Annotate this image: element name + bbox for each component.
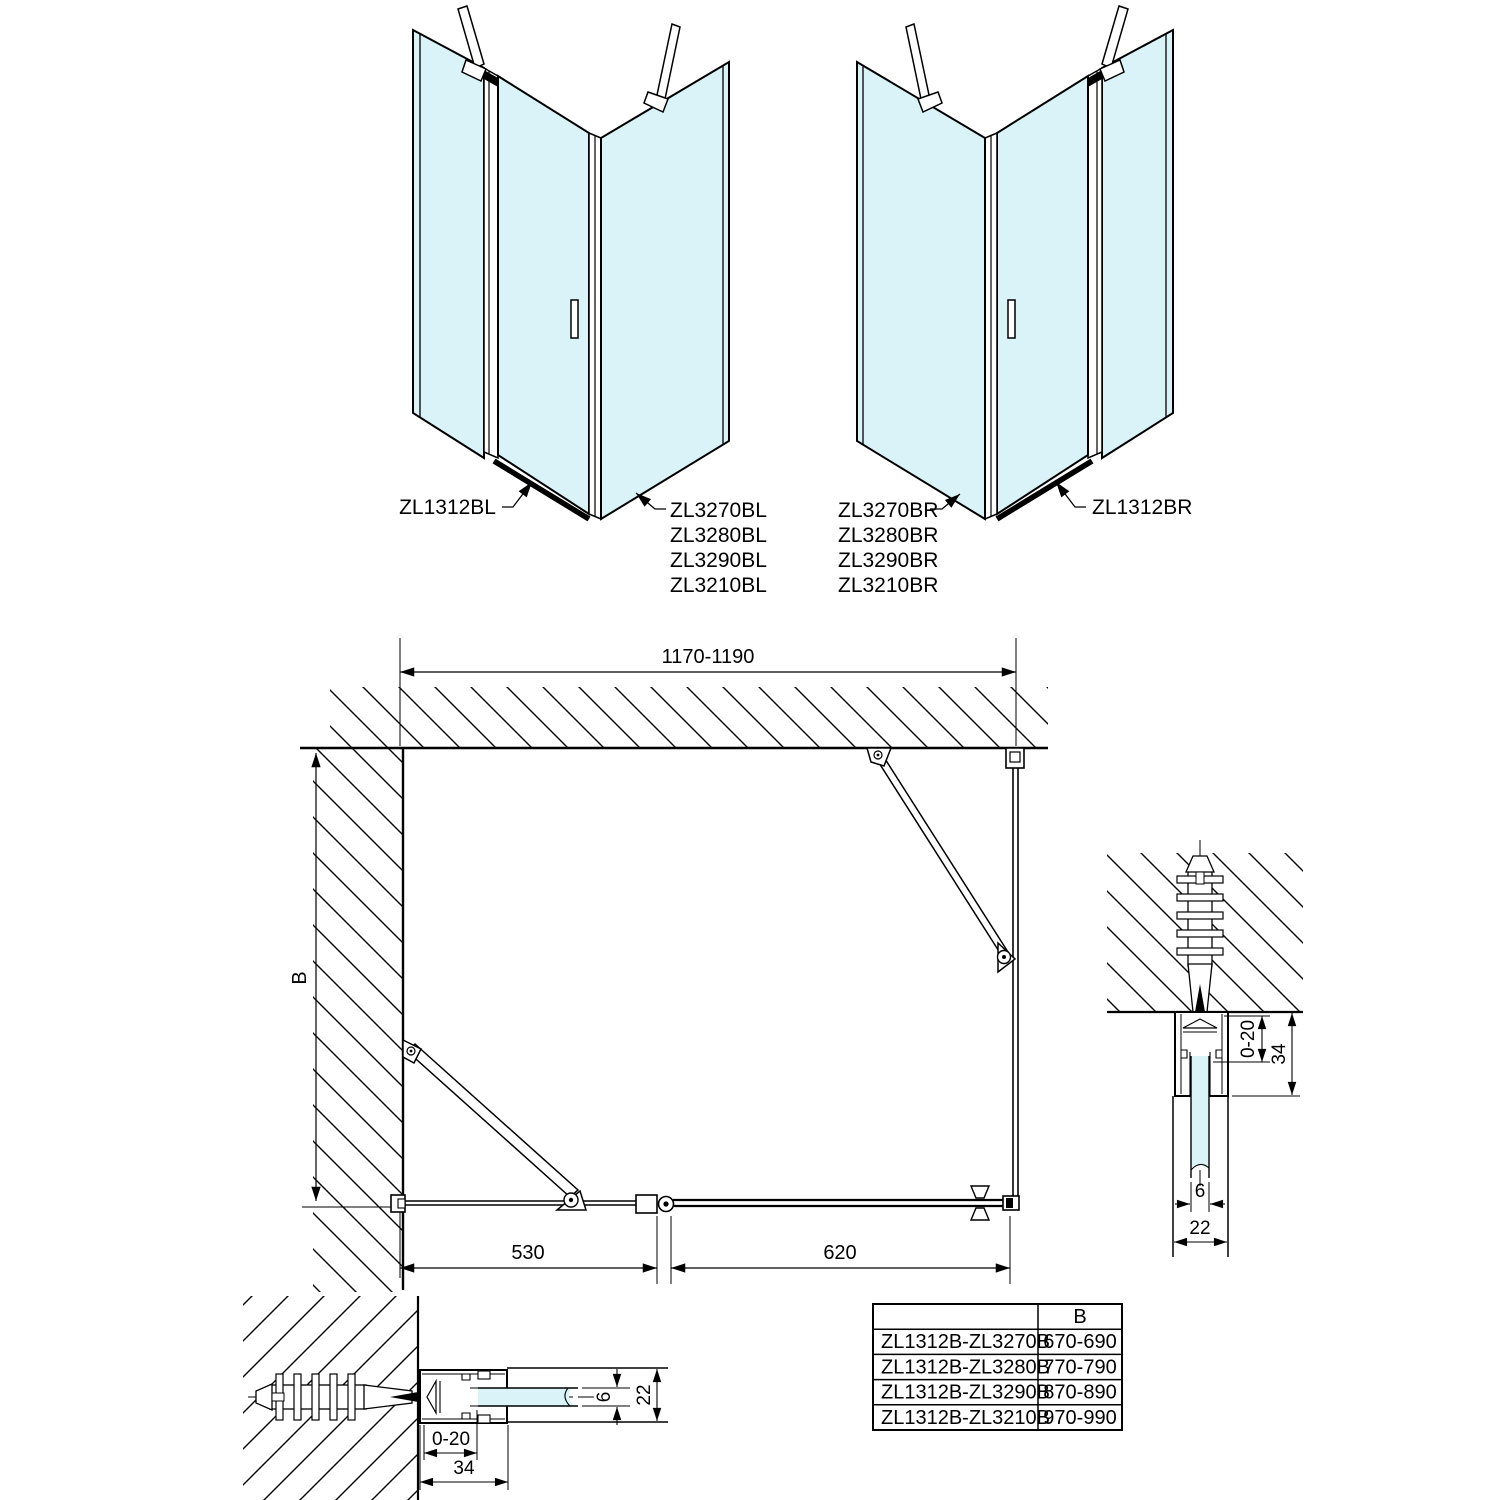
door-panel <box>673 1186 1019 1220</box>
label-left-door-0: ZL3270BL <box>670 499 767 522</box>
bottom-fixed-panel <box>391 1195 636 1212</box>
dim-side-glass-thickness: 6 <box>1194 1181 1206 1202</box>
table-header-b: B <box>1073 1306 1087 1328</box>
label-right-door-0: ZL3270BR <box>838 499 939 522</box>
dim-side-adjustment: 0-20 <box>1238 1019 1259 1059</box>
dim-side-profile-width: 22 <box>1189 1218 1211 1239</box>
dim-depth-label: B <box>289 971 311 985</box>
wall-profile-detail-side <box>1107 840 1303 1257</box>
label-left-door-1: ZL3280BL <box>670 524 767 547</box>
door-knob <box>971 1186 989 1220</box>
table-row-0-model: ZL1312B-ZL3270B <box>881 1331 1051 1353</box>
right-panel-wall-bracket <box>1006 748 1024 768</box>
plan-view <box>289 638 1048 1292</box>
label-right-door-3: ZL3210BR <box>838 574 939 597</box>
left-wall-hatch <box>313 748 403 1292</box>
leader-right-wall-profile <box>1056 482 1086 507</box>
top-wall-hatch <box>330 687 1048 748</box>
plan-brace-top-right <box>867 748 1015 972</box>
door-corner-bracket <box>1003 1196 1019 1210</box>
plan-brace-bottom-left <box>403 1040 586 1210</box>
dim-width-range: 1170-1190 <box>661 646 755 668</box>
label-right-wall-profile: ZL1312BR <box>1092 496 1193 519</box>
table-row-2-model: ZL1312B-ZL3290B <box>881 1381 1051 1404</box>
dim-bottom-adjustment: 0-20 <box>431 1429 471 1450</box>
dim-bottom-profile-width: 22 <box>634 1384 655 1406</box>
wall-profile-detail-bottom <box>243 1296 668 1500</box>
table-row-1-b: 770-790 <box>1043 1356 1117 1379</box>
door-pivot-hinge <box>636 1195 674 1213</box>
dim-side-profile-depth: 34 <box>1269 1043 1290 1065</box>
label-left-door-2: ZL3290BL <box>670 549 767 572</box>
table-row-3-b: 970-990 <box>1043 1406 1117 1429</box>
label-right-door-1: ZL3280BR <box>838 524 939 547</box>
label-left-wall-profile: ZL1312BL <box>399 496 496 519</box>
dim-bottom-glass-thickness: 6 <box>594 1391 615 1403</box>
size-table <box>873 1304 1122 1430</box>
label-right-door-2: ZL3290BR <box>838 549 939 572</box>
right-unit-drawing <box>838 6 1192 597</box>
left-unit-drawing <box>399 6 767 597</box>
dim-fixed-width: 530 <box>511 1242 545 1264</box>
label-left-door-3: ZL3210BL <box>670 574 767 597</box>
table-row-2-b: 870-890 <box>1043 1381 1117 1404</box>
table-row-1-model: ZL1312B-ZL3280B <box>881 1356 1051 1379</box>
table-row-0-b: 670-690 <box>1043 1331 1117 1353</box>
table-row-3-model: ZL1312B-ZL3210B <box>881 1406 1051 1429</box>
dim-door-width: 620 <box>823 1242 857 1264</box>
leader-left-wall-profile <box>502 482 532 507</box>
dim-bottom-profile-depth: 34 <box>453 1458 475 1479</box>
